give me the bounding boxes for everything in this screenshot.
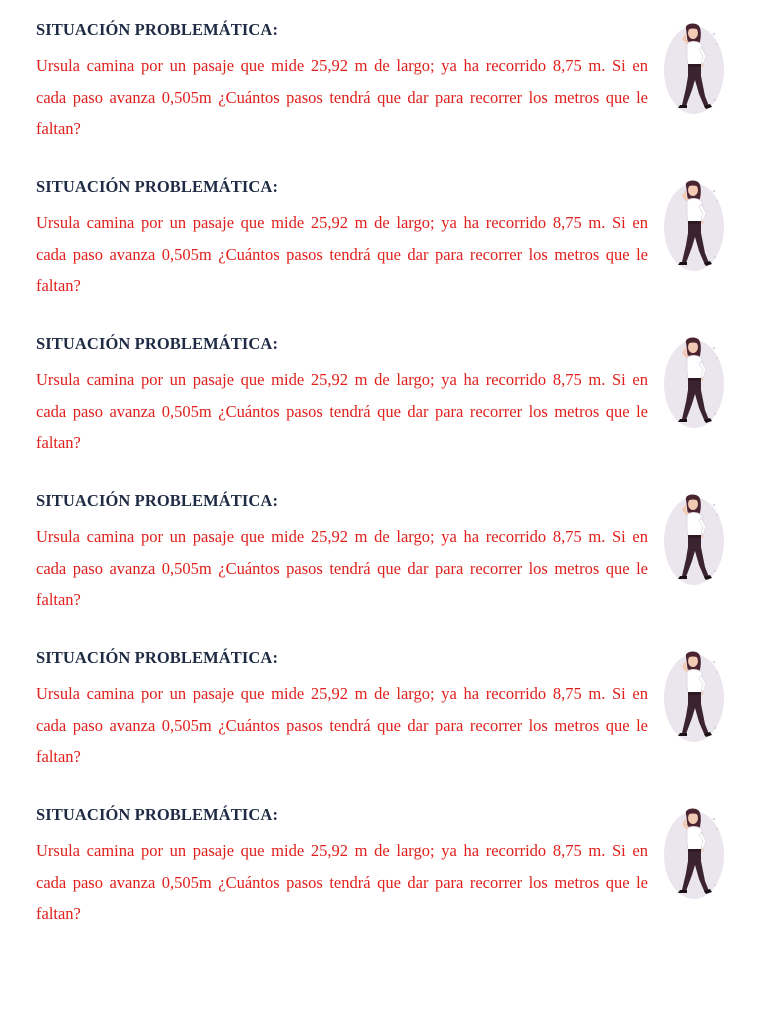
problem-statement: Ursula camina por un pasaje que mide 25,92 m de largo; ya ha recorrido 8,75 m. Si en cada paso avanza 0,505m ¿Cuántos pasos tendrá que dar para recorrer los metros que le faltan? [36,684,648,766]
problem-text-area [36,177,648,302]
problem-statement: Ursula camina por un pasaje que mide 25,92 m de largo; ya ha recorrido 8,75 m. Si en cada paso avanza 0,505m ¿Cuántos pasos tendrá que dar para recorrer los metros que le faltan? [36,841,648,923]
problem-text-area [36,334,648,459]
problem-block [36,334,726,464]
walking-woman-icon [658,20,726,116]
problem-heading: SITUACIÓN PROBLEMÁTICA: [36,805,279,824]
problem-block [36,177,726,307]
problem-statement: Ursula camina por un pasaje que mide 25,92 m de largo; ya ha recorrido 8,75 m. Si en cada paso avanza 0,505m ¿Cuántos pasos tendrá que dar para recorrer los metros que le faltan? [36,213,648,295]
problem-heading: SITUACIÓN PROBLEMÁTICA: [36,491,279,510]
problem-heading: SITUACIÓN PROBLEMÁTICA: [36,334,279,353]
walking-woman-icon [658,177,726,273]
problem-text-area [36,805,648,930]
problem-statement: Ursula camina por un pasaje que mide 25,92 m de largo; ya ha recorrido 8,75 m. Si en cada paso avanza 0,505m ¿Cuántos pasos tendrá que dar para recorrer los metros que le faltan? [36,56,648,138]
problem-heading: SITUACIÓN PROBLEMÁTICA: [36,177,279,196]
walking-woman-icon [658,805,726,901]
walking-woman-icon [658,334,726,430]
problem-text-area [36,648,648,773]
problem-block [36,805,726,935]
walking-woman-icon [658,648,726,744]
problem-text-area [36,491,648,616]
problem-block [36,491,726,621]
problem-block [36,20,726,150]
problem-statement: Ursula camina por un pasaje que mide 25,92 m de largo; ya ha recorrido 8,75 m. Si en cada paso avanza 0,505m ¿Cuántos pasos tendrá que dar para recorrer los metros que le faltan? [36,527,648,609]
problem-text-area [36,20,648,145]
problem-statement: Ursula camina por un pasaje que mide 25,92 m de largo; ya ha recorrido 8,75 m. Si en cada paso avanza 0,505m ¿Cuántos pasos tendrá que dar para recorrer los metros que le faltan? [36,370,648,452]
walking-woman-icon [658,491,726,587]
problem-heading: SITUACIÓN PROBLEMÁTICA: [36,20,279,39]
problem-block [36,648,726,778]
problem-heading: SITUACIÓN PROBLEMÁTICA: [36,648,279,667]
